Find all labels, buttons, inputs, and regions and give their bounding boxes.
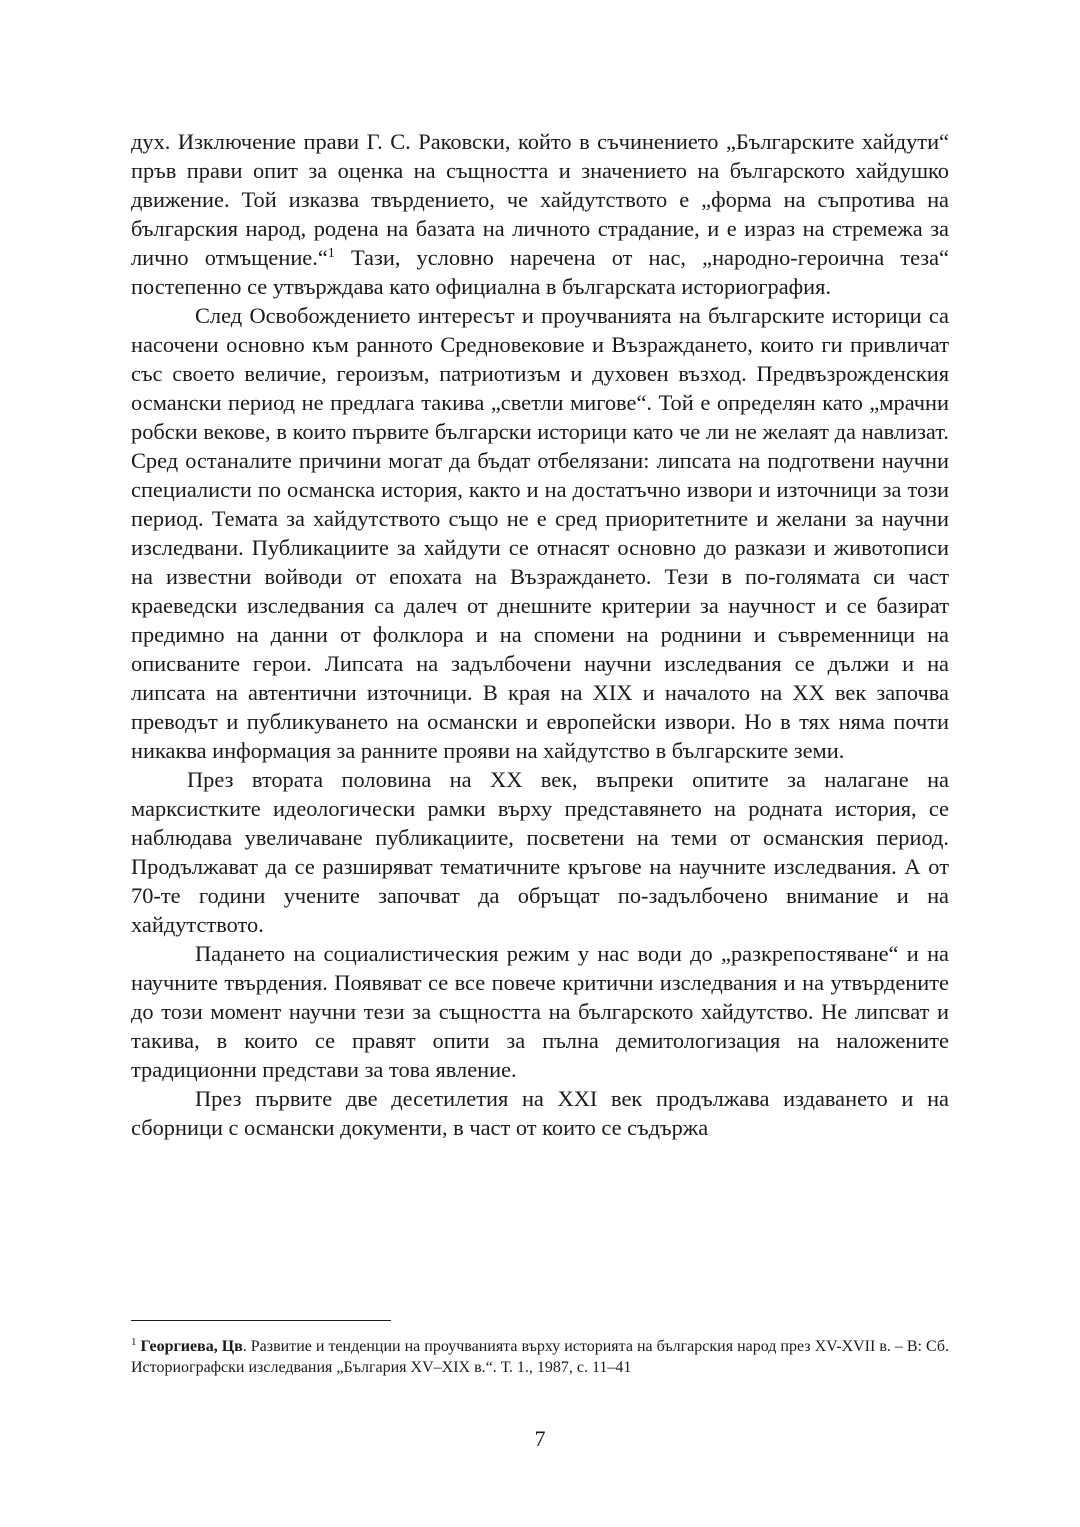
paragraph-1-continuation: Тази, условно наречена от нас, „народно-героична теза“ постепенно се утвърждава като официална в българската историография. <box>131 245 950 299</box>
paragraph-3: През втората половина на XX век, въпреки опитите за налагане на марксистките идеологически рамки върху представянето на родната история, се наблюдава увеличаване публикациите, посветени на теми от османския период. Продължават да се разширяват тематичните кръгове на научните изследвания. А от 70-те години учените започват да обръщат по-задълбочено внимание и на хайдутството. <box>131 767 949 937</box>
footnote-text: . Развитие и тенденции на проучванията върху историята на българския народ през XV-XVII в. – В: Сб. Историографски изследвания „България XV–XIX в.“. Т. 1., 1987, с. 11–41 <box>131 1338 950 1376</box>
paragraph-1 <box>131 127 949 301</box>
page-number: 7 <box>534 1426 546 1451</box>
footnote-marker: 1 <box>131 1336 137 1348</box>
paragraph-4: Падането на социалистическия режим у нас води до „разкрепостяване“ и на научните твърдения. Появяват се все повече критични изследвания и на утвърдените до този момент научни тези за същността на българското хайдутство. Не липсват и такива, в които се правят опити за пълна демитологизация на наложените традиционни представи за това явление. <box>131 941 949 1082</box>
footnote <box>131 1336 949 1378</box>
footnote-author: Георгиева, Цв <box>140 1338 243 1355</box>
footnote-separator <box>131 1320 391 1321</box>
body-text <box>131 127 949 1142</box>
footnote-reference[interactable]: 1 <box>327 246 335 261</box>
paragraph-5: През първите две десетилетия на XXI век продължава издаването и на сборници с османски документи, в част от които се съдържа <box>131 1086 949 1140</box>
paragraph-2: След Освобождението интересът и проучванията на българските историци са насочени основно към ранното Средновековие и Възраждането, които ги привличат със своето величие, героизъм, патриотизъм и духовен възход. Предвъзрожденския османски период не предлага такива „светли мигове“. Той е определян като „мрачни робски векове, в които първите български историци като че ли не желаят да навлизат. Сред останалите причини могат да бъдат отбелязани: липсата на подготвени научни специалисти по османска история, както и на достатъчно извори и източници за този период. Темата за хайдутството също не е сред приоритетните и желани за научни изследвани. Публикациите за хайдути се отнасят основно до разкази и животописи на известни войводи от епохата на Възраждането. Тези в по-голямата си част краеведски изследвания са далеч от днешните критерии за научност и се базират предимно на данни от фолклора и на спомени на роднини и съвременници на описваните герои. Липсата на задълбочени научни изследвания се дължи и на липсата на автентични източници. В края на XIX и началото на XX век започва преводът и публикуването на османски и европейски извори. Но в тях няма почти никаква информация за ранните прояви на хайдутство в българските земи. <box>131 303 949 763</box>
paragraph-1-text: дух. Изключение прави Г. С. Раковски, който в съчинението „Българските хайдути“ пръв прави опит за оценка на същността и значението на българското хайдушко движение. Той изказва твърдението, че хайдутството е „форма на съпротива на българския народ, родена на базата на личното страдание, и е израз на стремежа за лично отмъщение.“ <box>131 129 949 270</box>
